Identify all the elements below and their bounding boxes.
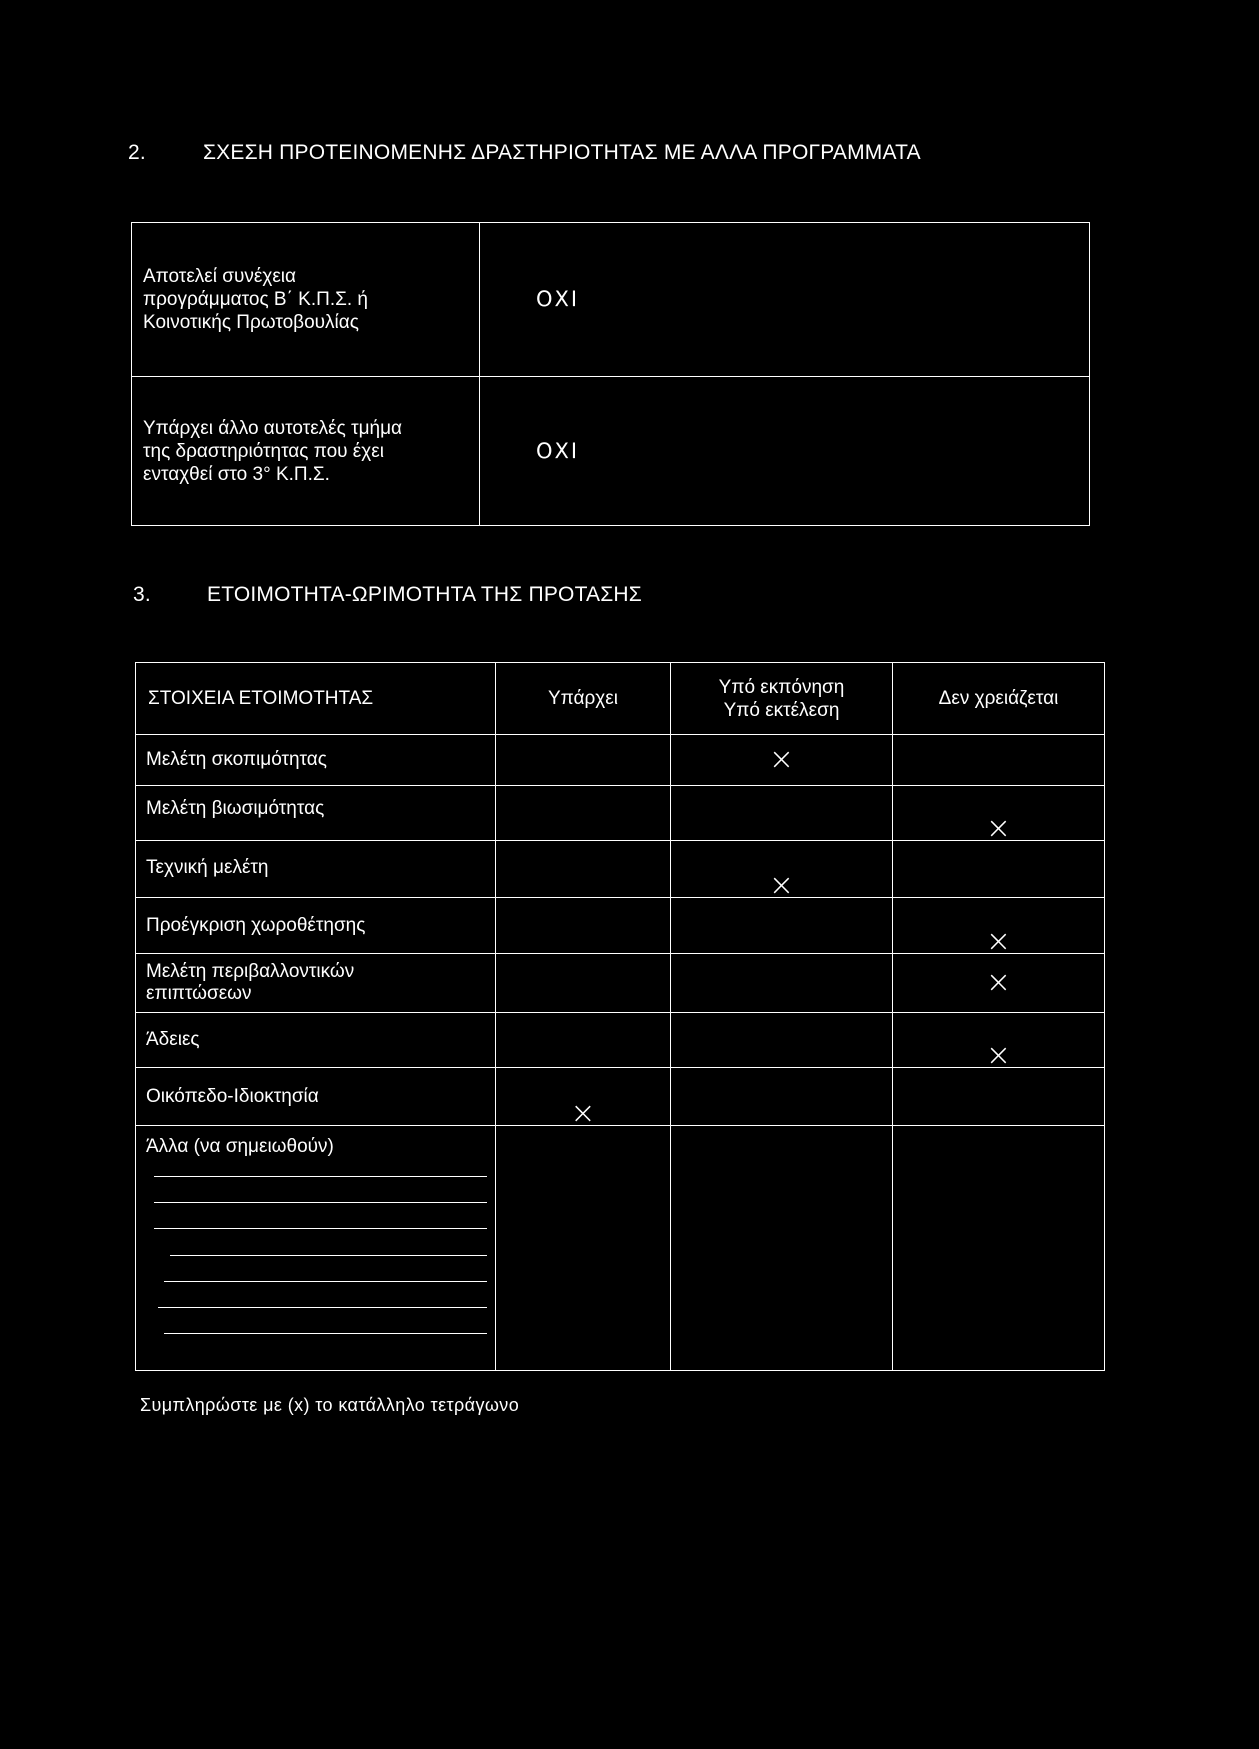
cell-not-needed [893, 841, 1105, 898]
section-2-title: ΣΧΕΣΗ ΠΡΟΤΕΙΝΟΜΕΝΗΣ ΔΡΑΣΤΗΡΙΟΤΗΤΑΣ ΜΕ ΑΛΛΑ ΠΡΟΓΡΑΜΜΑΤΑ [203, 141, 921, 164]
label-line: επιπτώσεων [146, 983, 252, 1004]
header-in-progress [671, 663, 893, 735]
row-label: Οικόπεδο-Ιδιοκτησία [136, 1068, 496, 1126]
cell-in-progress [671, 1068, 893, 1126]
cell-not-needed: × [893, 786, 1105, 841]
cell-exists [496, 954, 671, 1013]
row-label-continuation [132, 223, 480, 377]
header-not-needed: Δεν χρειάζεται [893, 663, 1105, 735]
cell-in-progress [671, 786, 893, 841]
programs-relation-table [131, 222, 1090, 526]
label-line: Υπάρχει άλλο αυτοτελές τμήμα [143, 417, 403, 439]
table-row [132, 377, 1090, 526]
label-line: ενταχθεί στο 3° Κ.Π.Σ. [143, 463, 330, 485]
table-row-other [136, 1126, 1105, 1371]
table-row [136, 898, 1105, 954]
cell-exists [496, 841, 671, 898]
cell-in-progress: × [671, 841, 893, 898]
cell-not-needed [893, 1068, 1105, 1126]
header-readiness-items: ΣΤΟΙΧΕΙΑ ΕΤΟΙΜΟΤΗΤΑΣ [136, 663, 496, 735]
header-line: Υπό εκπόνηση [718, 676, 845, 698]
row-label: Άδειες [136, 1013, 496, 1068]
cell-in-progress [671, 1013, 893, 1068]
cell-in-progress [671, 898, 893, 954]
cell-exists [496, 786, 671, 841]
table-row [136, 786, 1105, 841]
label-line: της δραστηριότητας που έχει [143, 440, 384, 462]
section-3-title: ΕΤΟΙΜΟΤΗΤΑ-ΩΡΙΜΟΤΗΤΑ ΤΗΣ ΠΡΟΤΑΣΗΣ [207, 583, 642, 606]
cell-exists [496, 1013, 671, 1068]
cell-in-progress [671, 954, 893, 1013]
cell-exists [496, 735, 671, 786]
cell-exists: × [496, 1068, 671, 1126]
header-exists: Υπάρχει [496, 663, 671, 735]
footnote: Συμπληρώστε με (x) το κατάλληλο τετράγωνο [140, 1395, 520, 1415]
fill-line [154, 1176, 487, 1177]
cell-in-progress: × [671, 735, 893, 786]
header-row [136, 663, 1105, 735]
label-line: Μελέτη περιβαλλοντικών [146, 961, 355, 982]
fill-in-lines [146, 1158, 495, 1358]
label-line: Αποτελεί συνέχεια [143, 266, 296, 287]
fill-line [164, 1333, 487, 1334]
fill-line [154, 1202, 487, 1203]
cell-not-needed [893, 1126, 1105, 1371]
section-3-number: 3. [133, 583, 151, 606]
row-label-other-part [132, 377, 480, 526]
cell-not-needed [893, 735, 1105, 786]
section-2-number: 2. [128, 141, 146, 164]
cell-not-needed: × [893, 898, 1105, 954]
other-cell [136, 1126, 496, 1371]
table-row [136, 735, 1105, 786]
row-label [136, 954, 496, 1013]
table-row [136, 841, 1105, 898]
cell-exists [496, 1126, 671, 1371]
table-row [132, 223, 1090, 377]
row-label: Τεχνική μελέτη [136, 841, 496, 898]
other-label: Άλλα (να σημειωθούν) [146, 1136, 334, 1157]
label-line: Κοινοτικής Πρωτοβουλίας [143, 312, 359, 333]
table-row [136, 1068, 1105, 1126]
row-label: Μελέτη σκοπιμότητας [136, 735, 496, 786]
fill-line [170, 1255, 487, 1256]
row-label: Προέγκριση χωροθέτησης [136, 898, 496, 954]
cell-not-needed: × [893, 1013, 1105, 1068]
cell-not-needed: × [893, 954, 1105, 1013]
fill-line [158, 1307, 487, 1308]
table-row [136, 1013, 1105, 1068]
answer-continuation: ΟΧΙ [480, 223, 1090, 377]
table-row [136, 954, 1105, 1013]
cell-in-progress [671, 1126, 893, 1371]
header-line: Υπό εκτέλεση [723, 699, 840, 721]
row-label: Μελέτη βιωσιμότητας [136, 786, 496, 841]
fill-line [154, 1228, 487, 1229]
fill-line [164, 1281, 487, 1282]
cell-exists [496, 898, 671, 954]
label-line: προγράμματος Β΄ Κ.Π.Σ. ή [143, 289, 368, 310]
answer-other-part: ΟΧΙ [480, 377, 1090, 526]
readiness-table [135, 662, 1105, 1371]
